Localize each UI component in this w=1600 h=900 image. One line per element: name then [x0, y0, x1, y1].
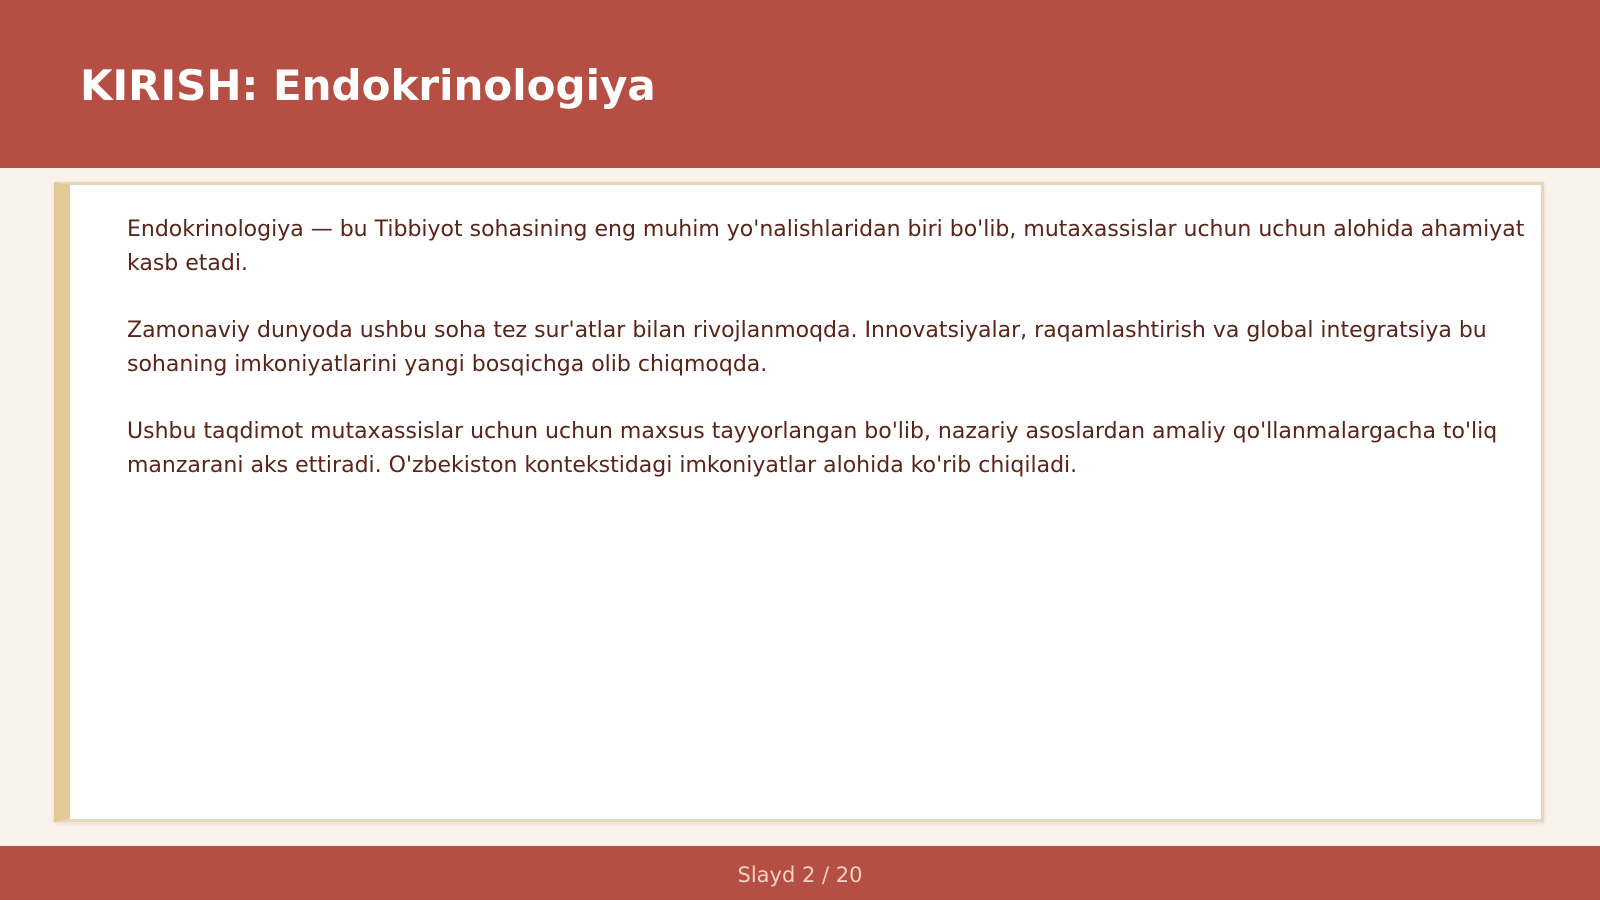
- paragraph-presentation-scope: Ushbu taqdimot mutaxassislar uchun uchun maxsus tayyorlangan bo'lib, nazariy asoslardan amaliy qo'llanmalargacha to'liq manzarani aks ettiradi. O'zbekiston kontekstidagi imkoniyatlar alohida ko'rib chiqiladi.: [127, 419, 1498, 478]
- content-card: [54, 182, 1544, 822]
- slide-title: KIRISH: Endokrinologiya: [80, 61, 656, 110]
- slide-footer: [0, 846, 1600, 900]
- body-text: [127, 213, 1527, 516]
- slide-number: Slayd 2 / 20: [737, 863, 863, 887]
- paragraph-intro: Endokrinologiya — bu Tibbiyot sohasining eng muhim yo'nalishlaridan biri bo'lib, mutaxassislar uchun uchun alohida ahamiyat kasb etadi.: [127, 217, 1525, 276]
- paragraph-modern-world: Zamonaviy dunyoda ushbu soha tez sur'atlar bilan rivojlanmoqda. Innovatsiyalar, raqamlashtirish va global integratsiya bu sohaning imkoniyatlarini yangi bosqichga olib chiqmoqda.: [127, 318, 1487, 377]
- slide-header: [0, 0, 1600, 168]
